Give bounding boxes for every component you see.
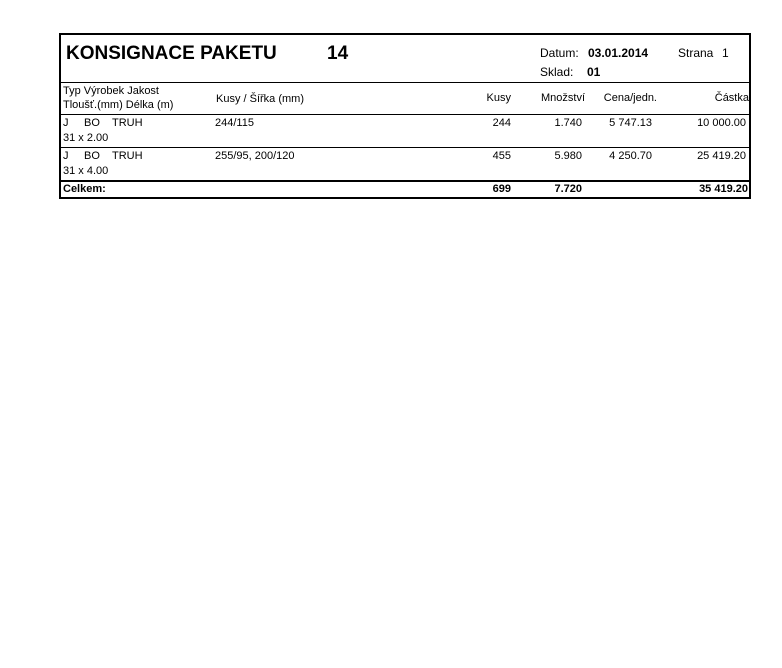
page-value: 1 bbox=[722, 46, 729, 60]
row-type: J bbox=[63, 117, 69, 129]
warehouse-label: Sklad: bbox=[540, 65, 574, 79]
row-product: BO bbox=[84, 117, 100, 129]
row-dimensions: 31 x 4.00 bbox=[63, 165, 109, 177]
total-quantity: 7.720 bbox=[554, 183, 582, 195]
row-pieces-width: 244/115 bbox=[215, 117, 254, 129]
columns-divider bbox=[61, 114, 749, 115]
row-dimensions: 31 x 2.00 bbox=[63, 132, 109, 144]
col-quantity: Množství bbox=[540, 92, 585, 104]
row-product: BO bbox=[84, 150, 100, 162]
col-thickness-length: Tloušť.(mm) Délka (m) bbox=[63, 99, 174, 111]
row-amount: 25 419.20 bbox=[697, 150, 746, 162]
total-pieces: 699 bbox=[492, 183, 511, 195]
package-number: 14 bbox=[327, 43, 349, 64]
row-quality: TRUH bbox=[112, 150, 143, 162]
row-divider bbox=[61, 147, 749, 148]
consignment-document bbox=[59, 33, 751, 199]
row-unit-price: 4 250.70 bbox=[609, 150, 652, 162]
document-title: KONSIGNACE PAKETU bbox=[66, 43, 277, 64]
col-pieces: Kusy bbox=[486, 92, 511, 104]
row-amount: 10 000.00 bbox=[697, 117, 746, 129]
date-label: Datum: bbox=[540, 46, 579, 60]
col-pieces-width: Kusy / Šířka (mm) bbox=[216, 93, 305, 105]
total-amount: 35 419.20 bbox=[699, 183, 748, 195]
total-divider bbox=[61, 180, 749, 182]
date-value: 03.01.2014 bbox=[588, 46, 649, 60]
row-quantity: 1.740 bbox=[554, 117, 582, 129]
col-type-product-quality: Typ Výrobek Jakost bbox=[63, 85, 159, 97]
col-unit-price: Cena/jedn. bbox=[603, 92, 657, 104]
row-pieces: 244 bbox=[492, 117, 511, 129]
row-pieces-width: 255/95, 200/120 bbox=[215, 150, 295, 162]
total-label: Celkem: bbox=[63, 183, 106, 195]
row-pieces: 455 bbox=[492, 150, 511, 162]
row-quality: TRUH bbox=[112, 117, 143, 129]
warehouse-value: 01 bbox=[587, 65, 601, 79]
row-type: J bbox=[63, 150, 69, 162]
col-amount: Částka bbox=[714, 92, 749, 104]
row-unit-price: 5 747.13 bbox=[609, 117, 652, 129]
row-quantity: 5.980 bbox=[554, 150, 582, 162]
header-divider bbox=[61, 82, 749, 83]
page-label: Strana bbox=[678, 46, 714, 60]
